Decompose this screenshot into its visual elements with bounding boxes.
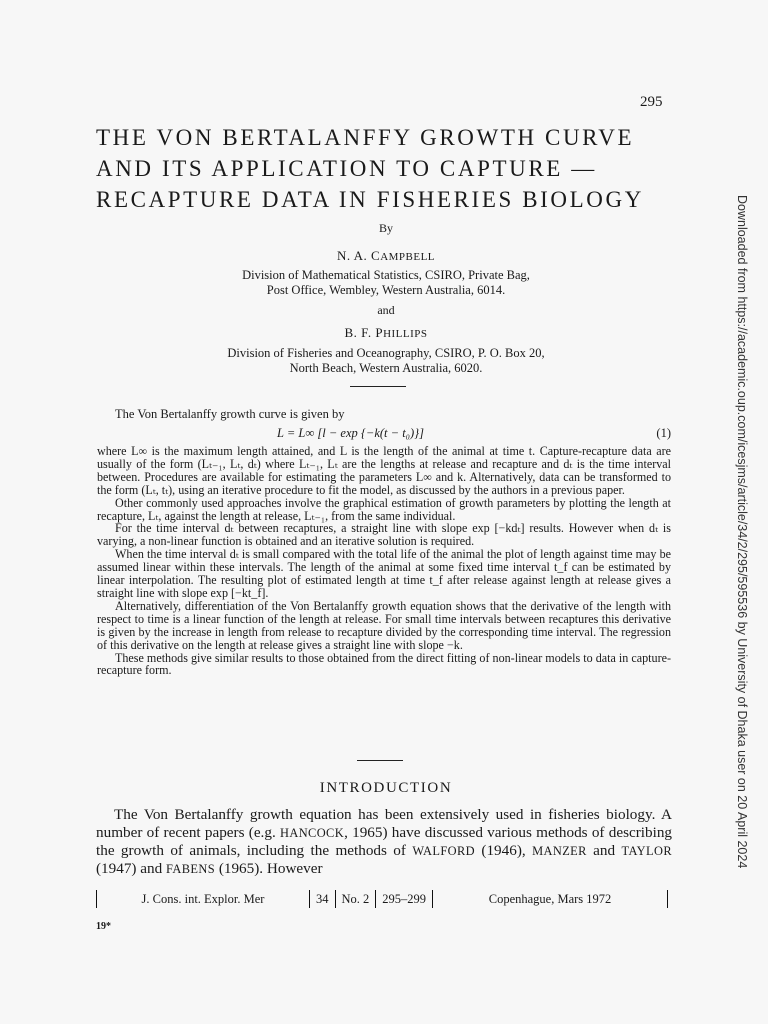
section-heading-introduction: INTRODUCTION [319, 780, 453, 796]
and-separator: and [377, 303, 395, 317]
footer-place-date: Copenhague, Mars 1972 [432, 890, 668, 908]
abstract-paragraph-4: When the time interval dₜ is small compared with the total life of the animal the plot of length against time may be assumed linear within these intervals. The length of the animal at some fixed time interval t_f can be estimated by linear interpolation. The resulting plot of estimated length at time t_f after release against length at release gives a straight line with slope exp [−kt_f]. [97, 547, 671, 600]
affiliation-1-line-2: Post Office, Wembley, Western Australia, 6014. [266, 283, 506, 297]
title-line-2: AND ITS APPLICATION TO CAPTURE — [96, 156, 597, 181]
intro-text-3: (1946), [475, 842, 533, 859]
title-line-1: THE VON BERTALANFFY GROWTH CURVE [96, 125, 635, 150]
affiliation-2-line-2: North Beach, Western Australia, 6020. [289, 361, 483, 375]
signature-mark: 19* [96, 921, 111, 932]
cite-fabens: FABENS [166, 862, 216, 876]
author-2-surname: HILLIPS [383, 328, 428, 340]
cite-taylor: TAYLOR [621, 844, 672, 858]
intro-text-4: and [586, 842, 622, 859]
author-1-surname: AMPBELL [380, 251, 436, 263]
abstract-body [97, 445, 671, 677]
article-title [96, 122, 676, 215]
abstract-lead: The Von Bertalanffy growth curve is given by [115, 407, 345, 421]
footer-issue: No. 2 [335, 890, 376, 908]
intro-text-1: The Von Bertalanffy growth equation has been extensively used in fisheries biology. A number of recent papers (e.g. [96, 806, 672, 841]
journal-footer [96, 889, 668, 909]
affiliation-1 [96, 268, 676, 298]
author-2 [96, 325, 676, 341]
equation-number: (1) [656, 426, 671, 440]
divider-rule-bottom [357, 760, 403, 761]
download-watermark: Downloaded from https://academic.oup.com/icesjms/article/34/2/295/595536 by University of Dhaka user on 20 April 2024 [735, 195, 749, 869]
cite-hancock: HANCOCK [280, 826, 345, 840]
abstract-paragraph-3: For the time interval dₜ between recaptures, a straight line with slope exp [−kdₜ] results. However when dₜ is varying, a non-linear function is obtained and an iterative solution is required. [97, 521, 671, 549]
intro-text-6: (1965). However [215, 860, 323, 877]
introduction-body [96, 806, 672, 878]
intro-paragraph [96, 806, 672, 878]
byline: By [378, 221, 393, 235]
affiliation-1-line-1: Division of Mathematical Statistics, CSIRO, Private Bag, [242, 268, 530, 282]
affiliation-2 [96, 346, 676, 376]
author-1-initials: N. A. C [336, 248, 381, 263]
title-line-3: RECAPTURE DATA IN FISHERIES BIOLOGY [96, 187, 644, 212]
abstract-paragraph-6: These methods give similar results to those obtained from the direct fitting of non-linear models to data in capture-recapture form. [97, 650, 671, 678]
intro-text-5: (1947) and [96, 860, 167, 877]
divider-rule-top [350, 386, 406, 387]
cite-walford: WALFORD [412, 844, 476, 858]
footer-journal: J. Cons. int. Explor. Mer [96, 890, 309, 908]
footer-volume: 34 [309, 890, 335, 908]
footer-pages: 295–299 [375, 890, 432, 908]
equation-1 [97, 426, 671, 440]
cite-manzer: MANZER [532, 844, 587, 858]
abstract-paragraph-1: where L∞ is the maximum length attained, and L is the length of the animal at time t. Capture-recapture data are usually of the form (Lₜ₋₁, Lₜ, dₜ) where Lₜ₋₁, Lₜ are the lengths at release and recapture and dₜ is the time interval between. Procedures are available for estimating the parameters L∞ and k. Alternatively, data can be transformed to the form (Lₜ, tₜ), using an iterative procedure to fit the model, as discussed by the authors in a previous paper. [97, 444, 671, 497]
abstract-paragraph-5: Alternatively, differentiation of the Von Bertalanffy growth equation shows that the derivative of the length with respect to time is a linear function of the length at release. For small time intervals between recaptures this derivative is given by the increase in length from release to recapture divided by the corresponding time interval. The regression of this derivative on the length at release gives a straight line with slope −k. [97, 598, 671, 652]
affiliation-2-line-1: Division of Fisheries and Oceanography, CSIRO, P. O. Box 20, [227, 346, 545, 360]
equation-text: L = L∞ [l − exp {−k(t − t₀)}] [277, 426, 425, 440]
abstract-paragraph-2: Other commonly used approaches involve the graphical estimation of growth parameters by plotting the length at recapture, Lₜ, against the length at release, Lₜ₋₁, from the same individual. [97, 495, 671, 523]
page-number: 295 [640, 94, 663, 110]
intro-text-2: , 1965) have discussed various methods of describing the growth of animals, including the methods of [96, 824, 673, 859]
author-2-initials: B. F. P [344, 325, 384, 340]
author-1 [96, 248, 676, 264]
